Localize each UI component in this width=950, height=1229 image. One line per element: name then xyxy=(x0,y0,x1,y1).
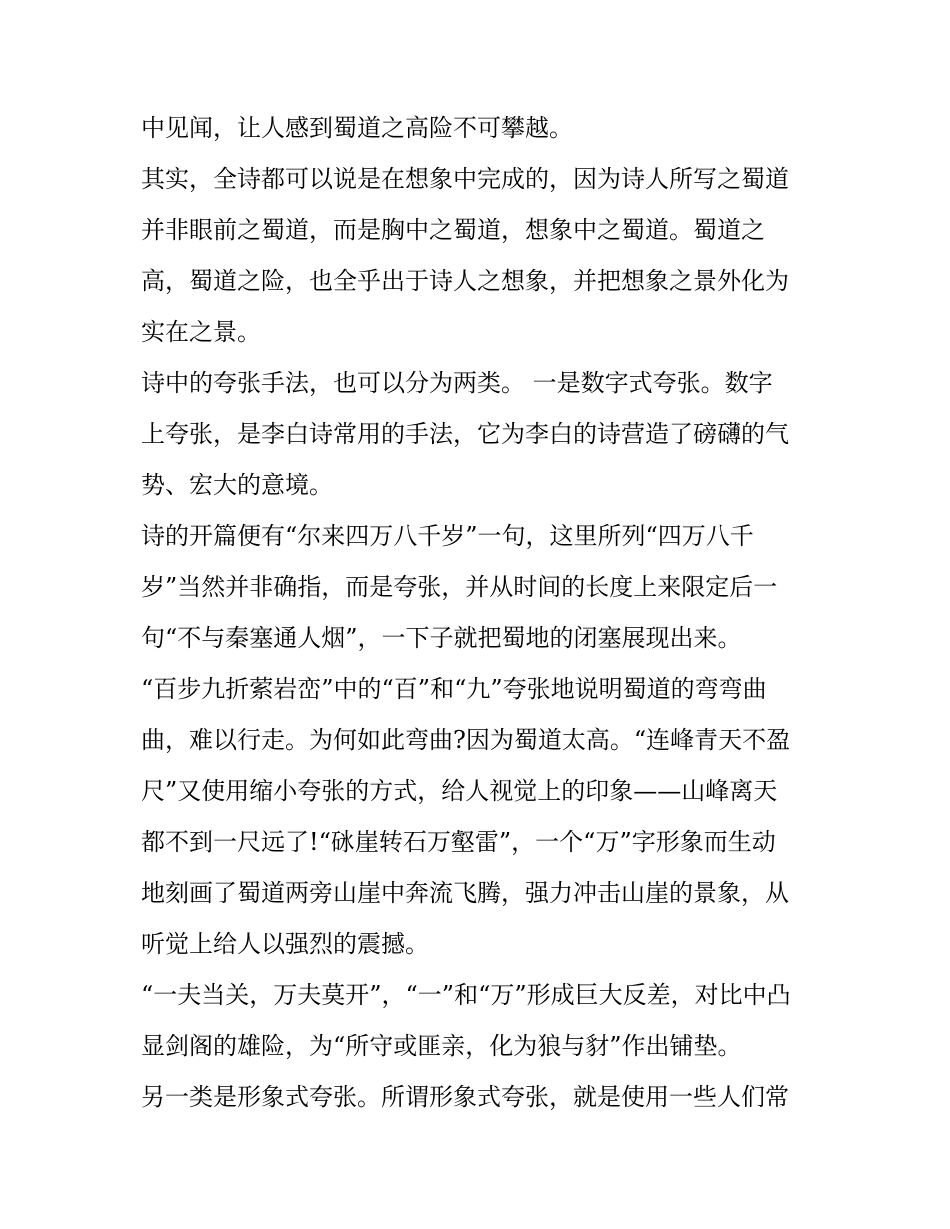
text-line: 地刻画了蜀道两旁山崖中奔流飞腾，强力冲击山崖的景象，从 xyxy=(141,879,789,907)
text-line: “一夫当关，万夫莫开”，“一”和“万”形成巨大反差，对比中凸 xyxy=(141,981,791,1009)
text-line: 中见闻，让人感到蜀道之高险不可攀越。 xyxy=(141,114,573,142)
text-line: 势、宏大的意境。 xyxy=(141,471,333,499)
text-line: 上夸张，是李白诗常用的手法，它为李白的诗营造了磅礴的气 xyxy=(141,420,789,448)
text-line: 另一类是形象式夸张。所谓形象式夸张，就是使用一些人们常 xyxy=(141,1083,789,1111)
text-line: 高，蜀道之险，也全乎出于诗人之想象，并把想象之景外化为 xyxy=(141,267,789,295)
text-line: 实在之景。 xyxy=(141,318,261,346)
text-line: 句“不与秦塞通人烟”，一下子就把蜀地的闭塞展现出来。 xyxy=(141,624,742,652)
text-line: 显剑阁的雄险，为“所守或匪亲，化为狼与豺”作出铺垫。 xyxy=(141,1032,742,1060)
text-line: 都不到一尺远了!“砯崖转石万壑雷”，一个“万”字形象而生动 xyxy=(141,828,776,856)
text-line: 尺”又使用缩小夸张的方式，给人视觉上的印象——山峰离天 xyxy=(141,777,778,805)
text-line: 诗中的夸张手法，也可以分为两类。 一是数字式夸张。数字 xyxy=(141,369,773,397)
text-line: “百步九折萦岩峦”中的“百”和“九”夸张地说明蜀道的弯弯曲 xyxy=(141,675,767,703)
text-line: 诗的开篇便有“尔来四万八千岁”一句，这里所列“四万八千 xyxy=(141,522,754,550)
text-line: 并非眼前之蜀道，而是胸中之蜀道，想象中之蜀道。蜀道之 xyxy=(141,216,765,244)
text-line: 岁”当然并非确指，而是夸张，并从时间的长度上来限定后一 xyxy=(141,573,778,601)
text-line: 曲，难以行走。为何如此弯曲?因为蜀道太高。“连峰青天不盈 xyxy=(141,726,791,754)
text-line: 听觉上给人以强烈的震撼。 xyxy=(141,930,429,958)
text-line: 其实，全诗都可以说是在想象中完成的，因为诗人所写之蜀道 xyxy=(141,165,789,193)
body-text xyxy=(141,103,821,1123)
